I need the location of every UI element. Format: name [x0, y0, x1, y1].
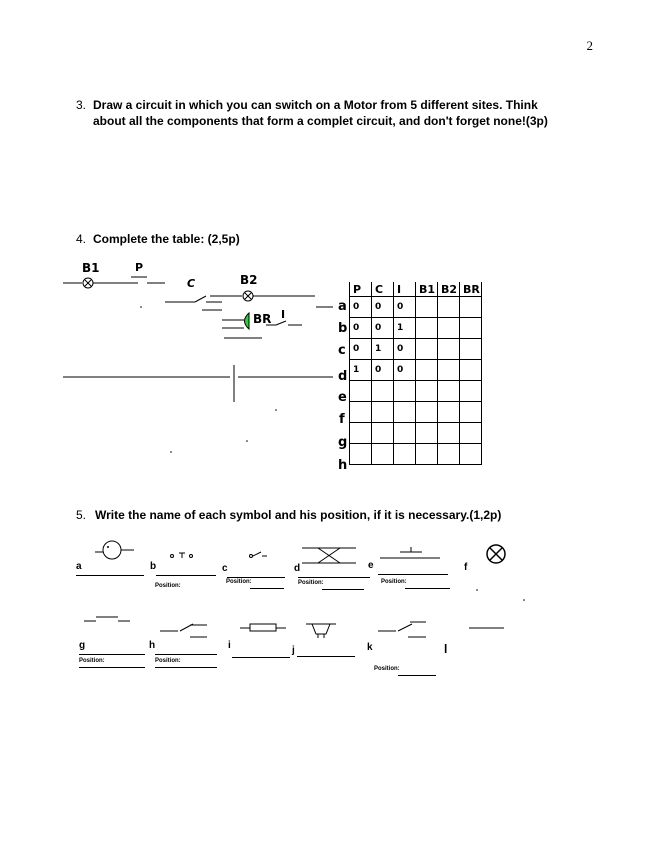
table-cell[interactable]: 0 [394, 339, 416, 360]
question-4-number: 4. [76, 232, 87, 246]
table-cell[interactable]: 0 [394, 360, 416, 381]
symbol-label-b: b [150, 561, 157, 572]
position-line-k[interactable] [398, 663, 436, 676]
symbol-label-c: c [222, 563, 228, 574]
table-cell[interactable]: 1 [372, 339, 394, 360]
table-cell[interactable]: 0 [372, 297, 394, 318]
table-cell[interactable]: 0 [350, 339, 372, 360]
answer-line-i[interactable] [232, 643, 290, 658]
pushbutton-symbol [171, 555, 174, 558]
symbol-label-a: a [76, 561, 82, 572]
header-br: BR [460, 282, 482, 297]
answer-line-j[interactable] [297, 642, 355, 657]
fuse-symbol [250, 624, 276, 631]
symbol-label-e: e [368, 560, 374, 571]
row-label-e: e [338, 390, 347, 405]
motor-symbol [103, 541, 121, 559]
row-label-f: f [339, 412, 345, 427]
question-5-text: Write the name of each symbol and his position, if it is necessary.(1,2p) [95, 508, 502, 522]
position-label-g: Position: [79, 658, 105, 664]
symbol-label-f: f [464, 562, 468, 573]
label-b2: B2 [240, 273, 258, 287]
row-label-a: a [338, 299, 347, 314]
question-3-line2: about all the components that form a complet circuit, and don't forget none!(3p) [93, 114, 548, 128]
position-line-g[interactable] [79, 655, 145, 668]
header-c: C [372, 282, 394, 297]
motor-mark [107, 546, 109, 548]
label-i: I [281, 308, 286, 321]
position-label-k: Position: [374, 666, 400, 672]
row-label-h: h [338, 458, 348, 473]
page-number: 2 [586, 38, 593, 53]
question-4-text: Complete the table: (2,5p) [93, 232, 240, 246]
symbol-label-i: i [228, 640, 231, 651]
question-3-number: 3. [76, 98, 87, 112]
label-c: C [187, 277, 196, 290]
row-label-c: c [338, 343, 346, 358]
answer-line-a[interactable] [76, 561, 144, 576]
answer-line-h[interactable] [155, 640, 217, 655]
label-br: BR [253, 312, 272, 326]
switch-symbol [253, 552, 261, 556]
header-i: I [394, 282, 416, 297]
table-cell[interactable]: 1 [394, 318, 416, 339]
position-line-h[interactable] [155, 655, 217, 668]
table-cell[interactable]: 0 [350, 318, 372, 339]
symbol-label-d: d [294, 563, 301, 574]
answer-line-b[interactable] [156, 561, 216, 576]
position-label-h: Position: [155, 658, 181, 664]
switch-k-symbol [398, 624, 412, 631]
symbol-label-l: l [444, 642, 448, 656]
row-label-d: d [338, 369, 348, 384]
bell-symbol [312, 624, 330, 634]
question-5-number: 5. [76, 508, 87, 522]
symbol-label-j: j [292, 645, 295, 656]
header-b2: B2 [438, 282, 460, 297]
position-line-e[interactable] [405, 576, 450, 589]
position-line-d[interactable] [322, 577, 364, 590]
row-label-b: b [338, 321, 348, 336]
position-label-c: Position: [226, 579, 252, 585]
table-cell[interactable]: 0 [394, 297, 416, 318]
table-cell[interactable]: 0 [350, 297, 372, 318]
position-label-d: Position: [298, 580, 324, 586]
header-p: P [350, 282, 372, 297]
symbol-label-k: k [367, 642, 373, 653]
position-label-e: Position: [381, 579, 407, 585]
symbol-label-g: g [79, 640, 86, 651]
label-b1: B1 [82, 261, 100, 275]
symbol-label-h: h [149, 640, 156, 651]
question-3-line1: Draw a circuit in which you can switch on a Motor from 5 different sites. Think [93, 98, 538, 112]
answer-line-d[interactable] [298, 563, 370, 578]
table-cell[interactable]: 0 [372, 318, 394, 339]
position-label-b: Position: [155, 583, 181, 589]
label-p: P [135, 261, 144, 274]
position-line-c[interactable] [250, 576, 284, 589]
answer-line-g[interactable] [79, 640, 145, 655]
switch-symbol [250, 555, 253, 558]
row-label-g: g [338, 435, 348, 450]
answer-line-e[interactable] [378, 560, 448, 575]
table-cell[interactable]: 0 [372, 360, 394, 381]
table-cell[interactable]: 1 [350, 360, 372, 381]
header-b1: B1 [416, 282, 438, 297]
pushbutton-symbol [190, 555, 193, 558]
